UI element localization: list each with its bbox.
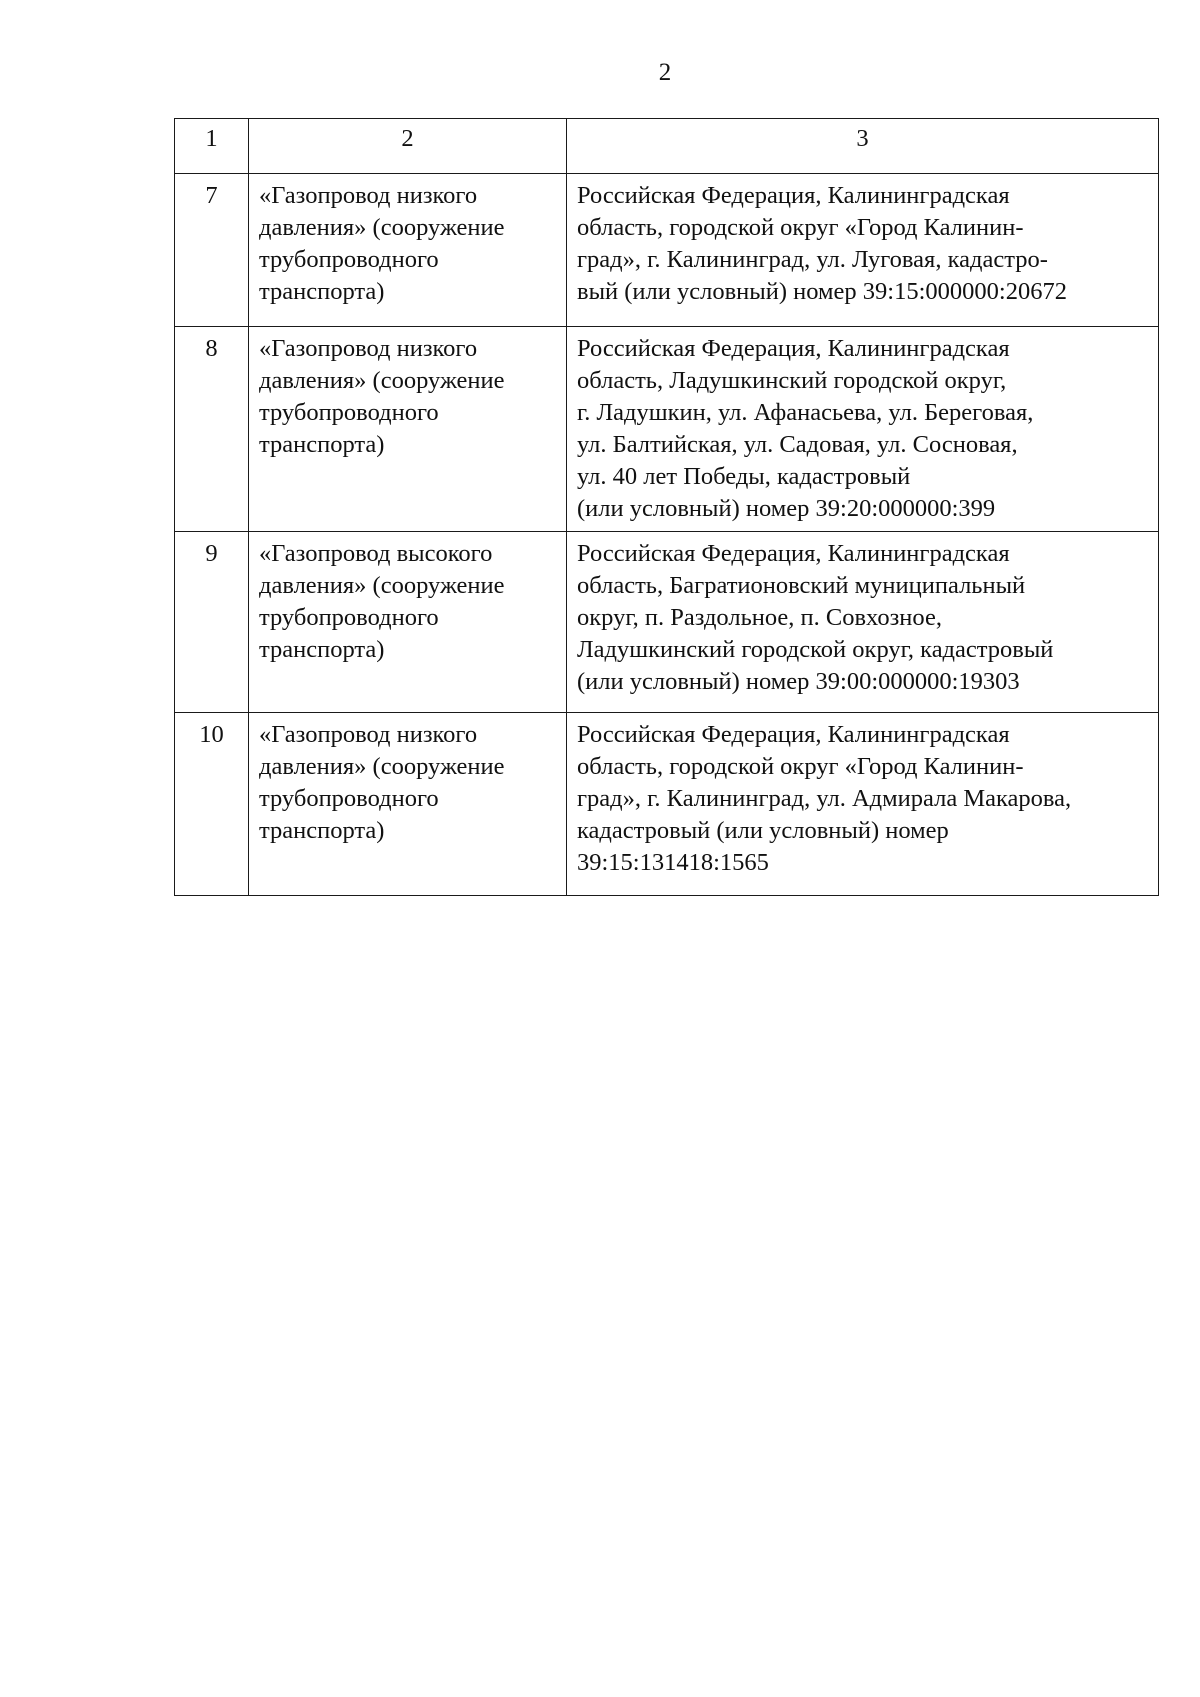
- row-number: 7: [175, 174, 249, 327]
- name-line: транспорта): [259, 636, 385, 663]
- address-line: Российская Федерация, Калининградская: [577, 721, 1010, 748]
- address-line: г. Ладушкин, ул. Афанасьева, ул. Береговая,: [577, 399, 1034, 426]
- table-row: [175, 174, 1159, 327]
- column-header: 1: [175, 119, 249, 174]
- object-address: [567, 532, 1159, 713]
- address-line: область, городской округ «Город Калинин-: [577, 753, 1024, 780]
- object-name: [249, 713, 567, 896]
- object-address: [567, 713, 1159, 896]
- address-line: кадастровый (или условный) номер: [577, 817, 949, 844]
- address-line: (или условный) номер 39:20:000000:399: [577, 495, 996, 522]
- row-number: 8: [175, 327, 249, 532]
- row-number: 9: [175, 532, 249, 713]
- address-line: град», г. Калининград, ул. Адмирала Макарова,: [577, 785, 1072, 812]
- address-line: Российская Федерация, Калининградская: [577, 540, 1010, 567]
- address-line: Ладушкинский городской округ, кадастровый: [577, 636, 1054, 663]
- name-line: транспорта): [259, 817, 385, 844]
- name-line: давления» (сооружение: [259, 572, 505, 599]
- table-row: [175, 713, 1159, 896]
- address-line: град», г. Калининград, ул. Луговая, кадастро-: [577, 246, 1048, 273]
- page-number: 2: [658, 59, 672, 86]
- object-name: [249, 532, 567, 713]
- name-line: трубопроводного: [259, 399, 439, 426]
- table-row: [175, 327, 1159, 532]
- column-header: 2: [249, 119, 567, 174]
- table-header-row: [175, 119, 1159, 174]
- address-line: округ, п. Раздольное, п. Совхозное,: [577, 604, 942, 631]
- name-line: давления» (сооружение: [259, 214, 505, 241]
- name-line: давления» (сооружение: [259, 753, 505, 780]
- address-line: Российская Федерация, Калининградская: [577, 182, 1010, 209]
- address-line: вый (или условный) номер 39:15:000000:20672: [577, 278, 1067, 305]
- address-line: (или условный) номер 39:00:000000:19303: [577, 668, 1020, 695]
- object-name: [249, 174, 567, 327]
- object-address: [567, 174, 1159, 327]
- name-line: «Газопровод низкого: [259, 335, 478, 362]
- address-line: Российская Федерация, Калининградская: [577, 335, 1010, 362]
- row-number: 10: [175, 713, 249, 896]
- name-line: транспорта): [259, 278, 385, 305]
- address-line: 39:15:131418:1565: [577, 849, 769, 876]
- objects-table: [174, 118, 1159, 896]
- address-line: область, Ладушкинский городской округ,: [577, 367, 1007, 394]
- name-line: трубопроводного: [259, 604, 439, 631]
- address-line: область, Багратионовский муниципальный: [577, 572, 1026, 599]
- column-header: 3: [567, 119, 1159, 174]
- name-line: «Газопровод высокого: [259, 540, 493, 567]
- name-line: транспорта): [259, 431, 385, 458]
- object-address: [567, 327, 1159, 532]
- table-row: [175, 532, 1159, 713]
- name-line: давления» (сооружение: [259, 367, 505, 394]
- address-line: ул. 40 лет Победы, кадастровый: [577, 463, 911, 490]
- object-name: [249, 327, 567, 532]
- address-line: ул. Балтийская, ул. Садовая, ул. Сосновая,: [577, 431, 1018, 458]
- name-line: трубопроводного: [259, 785, 439, 812]
- name-line: «Газопровод низкого: [259, 721, 478, 748]
- name-line: трубопроводного: [259, 246, 439, 273]
- address-line: область, городской округ «Город Калинин-: [577, 214, 1024, 241]
- name-line: «Газопровод низкого: [259, 182, 478, 209]
